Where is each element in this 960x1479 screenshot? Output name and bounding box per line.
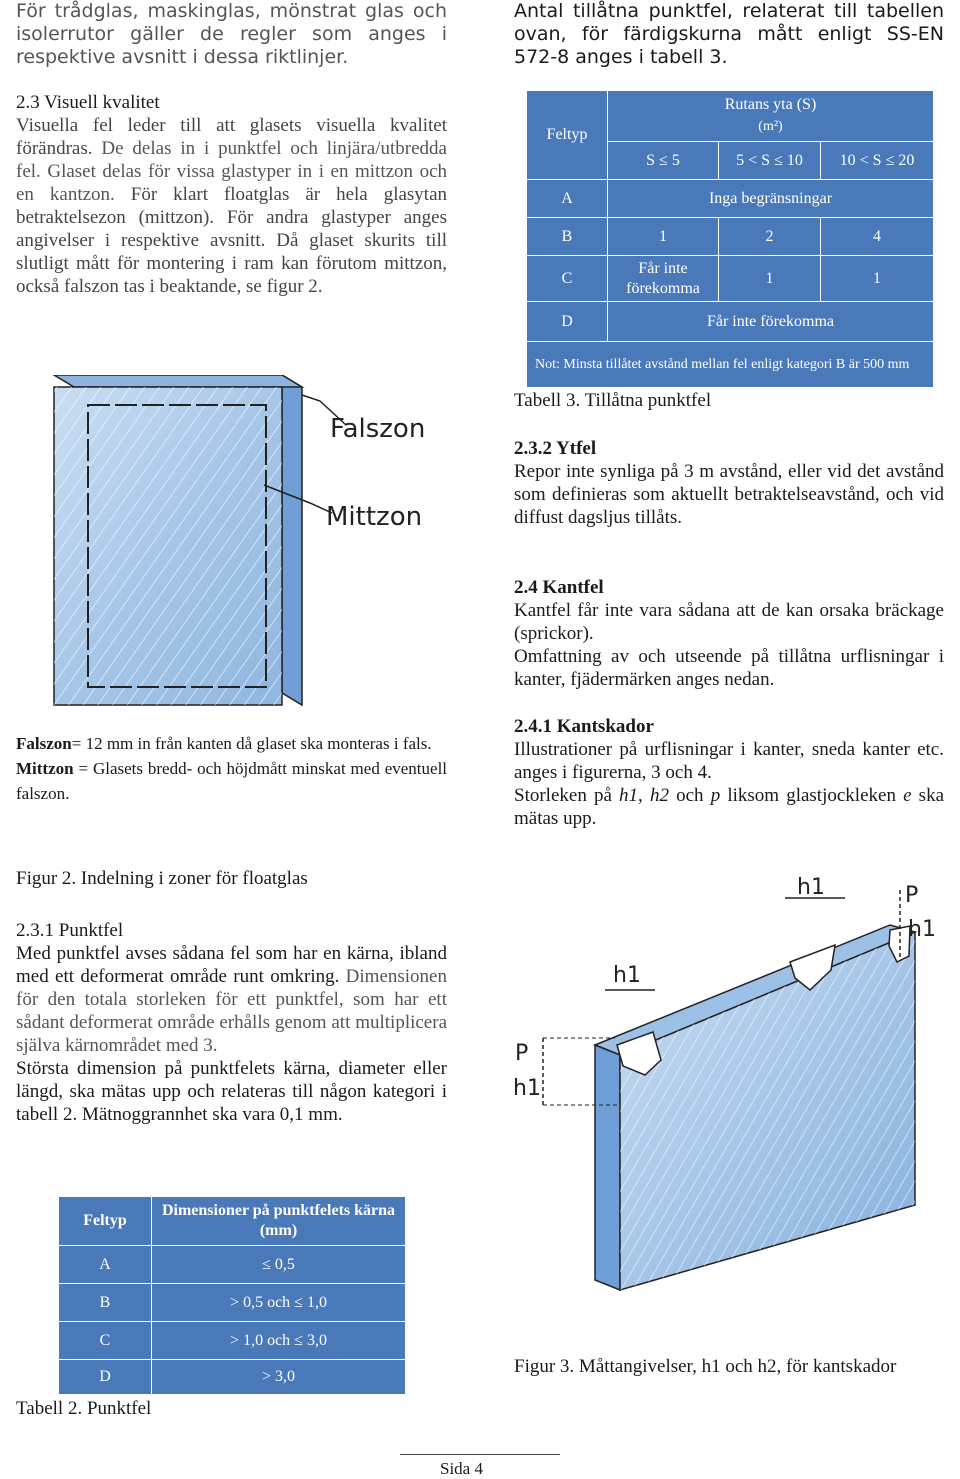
text-segment: För klart floatglas är hela glasytan betraktelsezon (mittzon). <box>16 184 448 228</box>
table-3-row-d-value: Får inte förekomma <box>706 312 835 330</box>
section-2-3-1-title: 2.3.1 Punktfel <box>16 920 124 941</box>
intro-paragraph-left <box>16 0 447 69</box>
figure-3-caption: Figur 3. Måttangivelser, h1 och h2, för kantskador <box>514 1356 897 1377</box>
intro-paragraph-right <box>514 0 944 69</box>
figure-2-definitions <box>16 731 447 806</box>
text-segment: Största dimension på punktfelets kärna, diameter eller längd, ska mätas upp och relateras till någon kategori i tabell 2. <box>16 1058 447 1125</box>
table-3-row-b-value: 4 <box>873 227 881 245</box>
falszon-term: Falszon <box>16 734 72 753</box>
table-3-header-area-unit: (m²) <box>758 119 783 134</box>
table-3-row-a-value: Inga begränsningar <box>708 189 833 207</box>
text-run: h2 <box>649 785 669 806</box>
mittzon-text: = Glasets bredd- och höjdmått minskat med eventuell falszon. <box>16 759 448 803</box>
section-2-3-2 <box>514 437 944 529</box>
text-segment: Kantfel får inte vara sådana att de kan orsaka bräckage (sprickor). <box>514 600 944 644</box>
mittzon-term: Mittzon <box>16 759 74 778</box>
text-segment <box>514 784 944 830</box>
section-2-4-body <box>514 599 944 691</box>
mittzon-definition <box>16 756 447 806</box>
text-run: h1 <box>619 785 639 806</box>
text-segment: Glaset delas för vissa glastyper in i en mittzon och en kantzon. <box>16 161 448 205</box>
table-2-caption: Tabell 2. Punktfel <box>16 1398 152 1419</box>
table-2-row-type: B <box>99 1293 111 1311</box>
section-2-3-title: 2.3 Visuell kvalitet <box>16 92 160 113</box>
figure-2-glass-zones <box>50 375 450 715</box>
label-h1-right: h1 <box>908 917 936 942</box>
table-2-row-type: D <box>99 1368 111 1385</box>
table-3 <box>527 91 933 387</box>
text-segment: Mätnoggrannhet ska vara 0,1 mm. <box>81 1104 343 1125</box>
text-segment: De delas in i punktfel och linjära/utbredda fel. <box>16 138 447 182</box>
text-run: ska mätas upp. <box>514 785 945 829</box>
table-3-row-c-value: Får inte förekomma <box>626 259 700 297</box>
section-2-4-1-title: 2.4.1 Kantskador <box>514 716 654 737</box>
table-3-row-b-value: 1 <box>659 227 667 245</box>
table-3-subheader: 10 < S ≤ 20 <box>839 151 915 169</box>
text-segment: Omfattning av och utseende på tillåtna urflisningar i kanter, fjädermärken anges nedan. <box>514 646 944 690</box>
section-2-4-1 <box>514 715 944 830</box>
table-3-row-c-value: 1 <box>765 269 774 287</box>
label-h1-top: h1 <box>797 875 825 900</box>
falszon-label: Falszon <box>330 414 426 444</box>
section-2-3-1-body <box>16 942 447 1126</box>
section-2-4 <box>514 576 944 691</box>
table-3-subheader: 5 < S ≤ 10 <box>736 151 803 169</box>
text-segment: Illustrationer på urflisningar i kanter, sneda kanter etc. anges i figurerna, 3 och 4. <box>514 739 944 783</box>
section-2-3-2-title: 2.3.2 Ytfel <box>514 438 597 459</box>
table-3-note: Not: Minsta tillåtet avstånd mellan fel enligt kategori B är 500 mm <box>535 356 910 372</box>
table-2-row-value: > 1,0 och ≤ 3,0 <box>230 1331 327 1349</box>
table-3-row-c-value: 1 <box>873 269 881 287</box>
text-segment: Dimensionen för den totala storleken för ett punktfel, som har ett sådant deformerat område erhålls genom att multiplicera själva kärnområdet med 3. <box>16 966 447 1056</box>
glass-edge <box>282 375 302 705</box>
table-2-header-feltyp: Feltyp <box>83 1212 127 1229</box>
table-2-header-dimensions: Dimensioner på punktfelets kärna (mm) <box>161 1202 396 1239</box>
table-2 <box>59 1197 405 1394</box>
text-run: p <box>710 785 721 806</box>
table-2-row-value: > 0,5 och ≤ 1,0 <box>230 1293 327 1311</box>
table-3-row-type: C <box>561 269 573 287</box>
table-3-subheader: S ≤ 5 <box>646 151 680 169</box>
page-number: Sida 4 <box>440 1459 483 1478</box>
table-2-row-type: C <box>99 1331 111 1349</box>
table-2-row-value: > 3,0 <box>261 1368 296 1385</box>
table-2-row-value: ≤ 0,5 <box>262 1255 295 1273</box>
mittzon-label: Mittzon <box>326 502 423 532</box>
text-segment: För andra glastyper anges angivelser i respektive avsnitt. <box>16 207 448 251</box>
table-3-row-b-value: 2 <box>765 227 774 245</box>
figure-2-caption: Figur 2. Indelning i zoner för floatglas <box>16 868 308 889</box>
label-p-top: P <box>905 883 919 908</box>
falszon-text: = 12 mm in från kanten då glaset ska monteras i fals. <box>71 734 432 753</box>
text-run: e <box>903 785 912 806</box>
table-3-header-feltyp: Feltyp <box>546 126 588 143</box>
falszon-definition <box>16 731 447 756</box>
table-3-caption: Tabell 3. Tillåtna punktfel <box>514 390 712 411</box>
section-2-3-2-body: Repor inte synliga på 3 m avstånd, eller vid det avstånd som definieras som aktuellt betraktelseavstånd, och vid diffust dagsljus tillåts. <box>514 461 944 528</box>
label-h1-mid: h1 <box>613 963 641 988</box>
text-segment: Med punktfel avses sådana fel som har en kärna, ibland med ett deformerat område runt omkring. <box>16 943 447 987</box>
text-run: och <box>668 785 711 806</box>
table-3-row-type: B <box>561 227 573 245</box>
text-run: liksom glastjockleken <box>720 785 904 806</box>
text-run: , <box>638 785 650 806</box>
text-segment: Då glaset skurits till slutligt mått för montering i ram kan förutom mittzon, också falszon tas i beaktande, se figur 2. <box>16 230 447 297</box>
table-2-row-type: A <box>99 1255 111 1273</box>
section-2-4-1-body <box>514 738 944 830</box>
section-2-4-title: 2.4 Kantfel <box>514 577 604 598</box>
label-h1-left: h1 <box>513 1076 541 1101</box>
intro-text: För trådglas, maskinglas, mönstrat glas och isolerrutor gäller de regler som anges i respektive avsnitt i dessa riktlinjer. <box>16 0 447 68</box>
table-3-header-area: Rutans yta (S) <box>724 96 817 113</box>
section-2-3 <box>16 91 447 298</box>
figure-3-edge-damage <box>505 870 955 1340</box>
section-2-3-body <box>16 114 447 298</box>
section-2-3-1 <box>16 919 447 1126</box>
table-3-row-type: A <box>561 189 573 207</box>
label-p-left: P <box>515 1041 529 1066</box>
intro-text-right: Antal tillåtna punktfel, relaterat till tabellen ovan, för färdigskurna mått enligt SS-EN 572-8 anges i tabell 3. <box>514 0 944 68</box>
glass-top-edge <box>54 375 302 387</box>
text-run: Storleken på <box>514 785 620 806</box>
footer-rule <box>400 1454 560 1455</box>
text-segment: Visuella fel leder till att glasets visuella kvalitet förändras. <box>16 115 447 159</box>
table-3-row-type: D <box>561 312 573 330</box>
glass-side-face <box>595 1045 620 1290</box>
